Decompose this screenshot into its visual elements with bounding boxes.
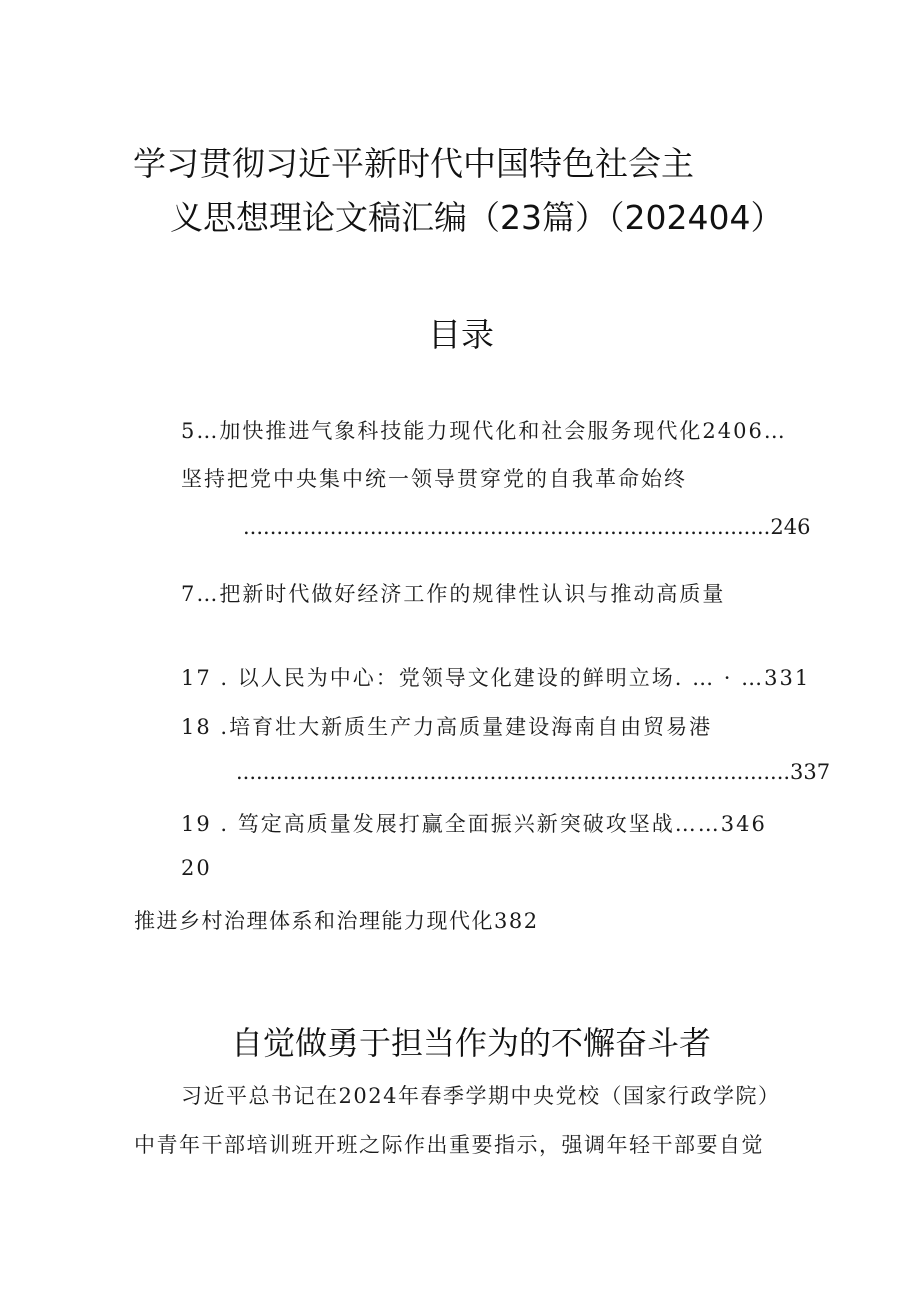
toc-entry-7[interactable]: 7…把新时代做好经济工作的规律性认识与推动高质量 <box>181 582 726 606</box>
article-paragraph-line-1: 习近平总书记在2024年春季学期中央党校（国家行政学院） <box>181 1084 781 1108</box>
document-title-line-2: 义思想理论文稿汇编（23篇）（202404） <box>170 198 784 237</box>
toc-heading: 目录 <box>428 315 494 354</box>
document-title-line-1: 学习贯彻习近平新时代中国特色社会主 <box>133 144 694 183</box>
toc-entry-20-number[interactable]: 20 <box>181 856 212 880</box>
toc-entry-5[interactable]: 5…加快推进气象科技能力现代化和社会服务现代化2406… <box>181 419 787 443</box>
toc-entry-6-leader: ...............................................................................246 <box>243 515 811 539</box>
toc-entry-17[interactable]: 17 . 以人民为中心：党领导文化建设的鲜明立场. … · …331 <box>181 666 811 690</box>
toc-entry-6-title[interactable]: 坚持把党中央集中统一领导贯穿党的自我革命始终 <box>181 467 687 491</box>
article-paragraph-line-2: 中青年干部培训班开班之际作出重要指示，强调年轻干部要自觉 <box>134 1133 764 1157</box>
article-heading: 自觉做勇于担当作为的不懈奋斗者 <box>231 1024 712 1062</box>
toc-entry-19[interactable]: 19 . 笃定高质量发展打赢全面振兴新突破攻坚战……346 <box>181 812 767 836</box>
toc-entry-20-title[interactable]: 推进乡村治理体系和治理能力现代化382 <box>134 909 539 933</box>
toc-entry-18-title[interactable]: 18 .培育壮大新质生产力高质量建设海南自由贸易港 <box>181 715 713 739</box>
toc-entry-18-leader: ...................................................................................337 <box>236 760 831 784</box>
